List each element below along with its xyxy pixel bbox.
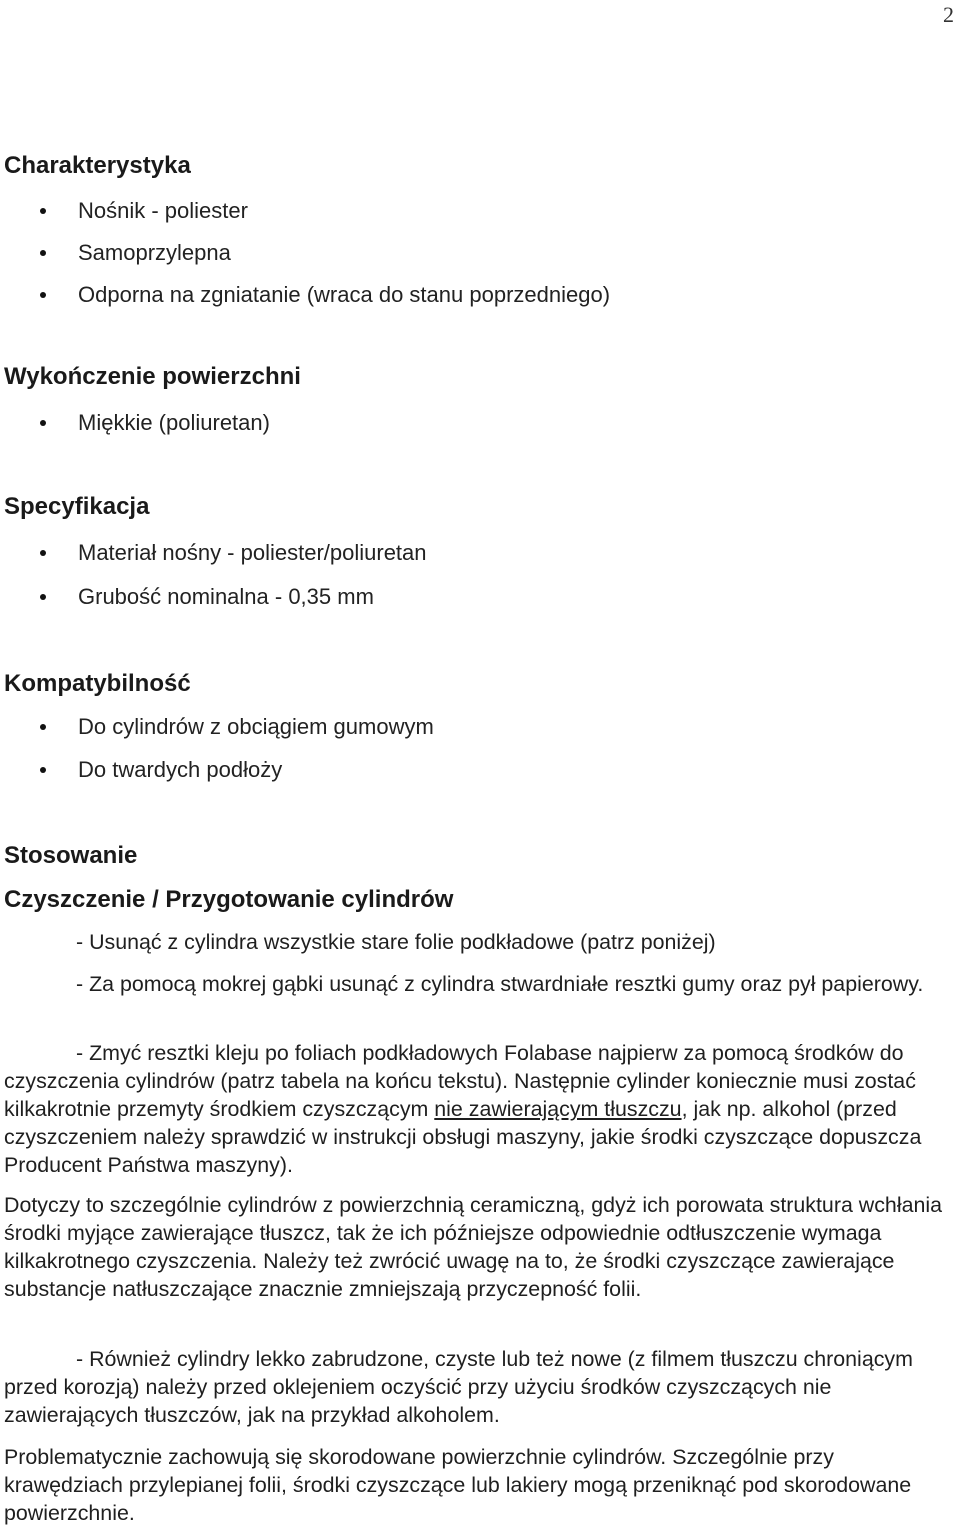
heading-specyfikacja: Specyfikacja bbox=[4, 493, 150, 520]
step-sponge-clean-text: - Za pomocą mokrej gąbki usunąć z cylindra stwardniałe resztki gumy oraz pył papierowy. bbox=[76, 972, 924, 996]
bullet-icon bbox=[40, 420, 46, 426]
bullet-icon bbox=[40, 208, 46, 214]
paragraph-ceramic: Dotyczy to szczególnie cylindrów z powierzchnią ceramiczną, gdyż ich porowata struktura wchłania środki myjące zawierające tłuszcz, tak że ich późniejsze odpowiednie odtłuszczenie wymaga kilkakrotnego czyszczenia. Należy też zwrócić uwagę na to, że środki czyszczące zawierające substancje natłuszczające znacznie zmniejszają przyczepność folii. bbox=[4, 1193, 943, 1301]
step-wash-glue bbox=[4, 1039, 952, 1179]
bullet-icon bbox=[40, 724, 46, 730]
step-wash-glue-text-2: , jak np. alkohol (przed czyszczeniem należy sprawdzić w instrukcji obsługi maszyny, jakie środki czyszczące dopuszcza Producent Państwa maszyny). bbox=[4, 1097, 922, 1177]
heading-charakterystyka: Charakterystyka bbox=[4, 152, 191, 179]
bullet-icon bbox=[40, 292, 46, 298]
heading-wykonczenie: Wykończenie powierzchni bbox=[4, 363, 301, 390]
list-item-text: Grubość nominalna - 0,35 mm bbox=[78, 584, 374, 609]
list-item-text: Odporna na zgniatanie (wraca do stanu poprzedniego) bbox=[78, 282, 611, 307]
list-item-text: Miękkie (poliuretan) bbox=[78, 410, 270, 435]
list-item-text: Do twardych podłoży bbox=[78, 757, 283, 782]
bullet-icon bbox=[40, 550, 46, 556]
step-wash-glue-underlined: nie zawierającym tłuszczu bbox=[434, 1097, 682, 1121]
step-remove-foils bbox=[4, 928, 952, 956]
bullet-icon bbox=[40, 250, 46, 256]
step-remove-foils-text: - Usunąć z cylindra wszystkie stare folie podkładowe (patrz poniżej) bbox=[76, 930, 716, 954]
subheading-czyszczenie: Czyszczenie / Przygotowanie cylindrów bbox=[4, 886, 454, 913]
step-sponge-clean bbox=[4, 970, 952, 998]
page-number: 2 bbox=[943, 2, 954, 27]
list-item-text: Nośnik - poliester bbox=[78, 198, 248, 223]
bullet-icon bbox=[40, 594, 46, 600]
list-item-text: Materiał nośny - poliester/poliuretan bbox=[78, 540, 427, 565]
paragraph-corroded: Problematycznie zachowują się skorodowane powierzchnie cylindrów. Szczególnie przy krawędziach przylepianej folii, środki czyszczące lub lakiery mogą przeniknąć pod skorodowane powierzchnie. bbox=[4, 1445, 912, 1525]
heading-stosowanie: Stosowanie bbox=[4, 842, 138, 869]
step-light-dirt bbox=[4, 1345, 952, 1429]
step-light-dirt-text: - Również cylindry lekko zabrudzone, czyste lub też nowe (z filmem tłuszczu chroniącym przed korozją) należy przed oklejeniem oczyścić przy użyciu środków czyszczących nie zawierających tłuszczów, jak na przykład alkoholem. bbox=[4, 1347, 913, 1427]
heading-kompatybilnosc: Kompatybilność bbox=[4, 670, 191, 697]
bullet-icon bbox=[40, 767, 46, 773]
step-wash-glue-text-1: - Zmyć resztki kleju po foliach podkładowych Folabase najpierw za pomocą środków do czyszczenia cylindrów (patrz tabela na końcu tekstu). Następnie cylinder koniecznie musi zostać kilkakrotnie przemyty środkiem czyszczącym bbox=[4, 1041, 916, 1121]
list-item-text: Do cylindrów z obciągiem gumowym bbox=[78, 714, 434, 739]
list-item-text: Samoprzylepna bbox=[78, 240, 231, 265]
